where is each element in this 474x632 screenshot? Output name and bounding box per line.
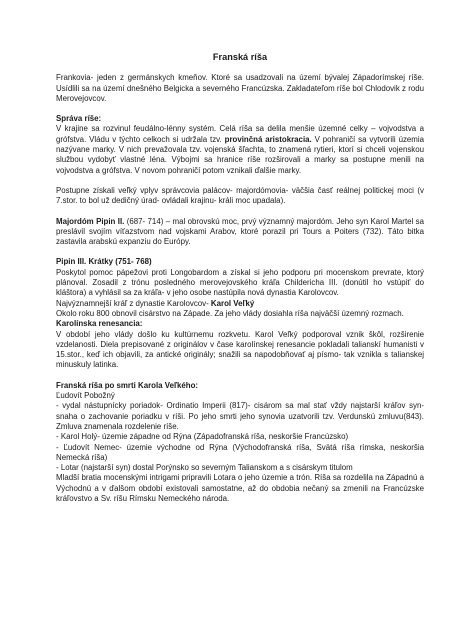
karol-paragraph: Okolo roku 800 obnovil cisárstvo na Západe. Za jeho vlády dosiahla ríša najväčší územný rozmach. bbox=[56, 308, 404, 318]
sprava-paragraph bbox=[56, 124, 424, 175]
karol-prefix: Najvýznamnejší kráľ z dynastie Karolovcov- bbox=[56, 298, 211, 308]
renesancia-paragraph: V období jeho vlády došlo ku kultúrnemu rozkvetu. Karol Veľký podporoval vznik škôl, rozširenie vzdelanosti. Diela prepisované z originálov v čase karolínskej renesancie pokladali talianskí humanisti v 15.stor., keď ich objavili, za antické originály; snažili sa napodobňovať aj písmo- tak vznikla s talianskej minuskuly latinka. bbox=[56, 329, 424, 370]
list-item: - Karol Holý- územie západne od Rýna (Západofranská ríša, neskoršie Francúzsko) bbox=[56, 432, 349, 442]
karol-bold: Karol Veľký bbox=[210, 298, 255, 308]
list-item: - Lotar (najstarší syn) dostal Porýnsko so severným Talianskom a s cisárskym titulom bbox=[56, 463, 353, 473]
page-title: Franská ríša bbox=[212, 52, 268, 62]
intro-paragraph: Frankovia- jeden z germánskych kmeňov. Ktoré sa usadzovali na území bývalej Západorímskej ríše. Usídlili sa na území dnešného Belgicka a severného Francúzska. Zakladateľom ríše bol Chlodovik z rodu Merovejovcov. bbox=[56, 73, 424, 103]
pipin3-paragraph: Poskytol pomoc pápežovi proti Longobardom a získal si jeho podporu pri mocenskom prevrate, ktorý plánoval. Zosadil z trónu posledného merovejovského kráľa Childericha III. (donútil ho vstúpiť do kláštora) a vyhlásil sa za kráľa- v jeho osobe nastúpila nová dynastia Karolovcov. bbox=[56, 267, 424, 298]
karol-line bbox=[56, 299, 424, 309]
sprava-text-a: V krajine sa rozvinul feudálno-lénny systém. Celá ríša sa delila menšie územné celky – vojvodstva a grófstva. Vládu v týchto celkoch si udržala tzv. bbox=[56, 124, 424, 144]
list-item: - Ľudovít Nemec- územie východne od Rýna (Východofranská ríša, Svätá ríša rímska, neskoršia Nemecká ríša) bbox=[56, 442, 424, 462]
sprava-bold-term: provinčná aristokracia. bbox=[224, 134, 312, 144]
ludovit-line: Ľudovít Pobožný bbox=[56, 391, 115, 401]
pipin2-text: (687- 714) – mal obrovskú moc, prvý významný majordóm. Jeho syn Karol Martel sa preslávil svojím víťazstvom nad vojskami Arabov, ktoré porazil pri Tours a Poiters (732). Táto bitka zastavila arabskú expanziu do Európy. bbox=[56, 216, 424, 247]
pipin2-name: Majordóm Pipin II. bbox=[56, 216, 125, 226]
section-heading-pipin3: Pipin III. Krátky (751- 768) bbox=[56, 257, 152, 267]
list-item: - vydal nástupnícky poriadok- Ordinatio Imperii (817)- cisárom sa mal stať vždy najstarší kráľov syn- snaha o zachovanie poriadku v ríši. Po jeho smrti jeho synovia uzatvorili tzv. Verdunskú zmluvu(843). Zmluva znamenala rozdelenie ríše. bbox=[56, 401, 424, 431]
section-heading-po-smrti: Franská ríša po smrti Karola Veľkého: bbox=[56, 380, 199, 390]
section-heading-renesancia: Karolínska renesancia: bbox=[56, 319, 143, 329]
pipin2-paragraph bbox=[56, 217, 424, 248]
majordomovia-paragraph: Postupne získali veľký vplyv správcovia palácov- majordómovia- väčšia časť reálnej politickej moci (v 7.stor. to bol už dedičný úrad- ovládali krajinu- králi moc upadala). bbox=[56, 185, 424, 206]
closing-paragraph: Mladší bratia mocenskými intrigami pripravili Lotara o jeho územie a trón. Ríša sa rozdelila na Západnú a Východnú a v ďalšom období existovali samostatne, až do obdobia nečaný sa zmenili na Francúzske kráľovstvo a Sv. ríšu Rímsku Nemeckého národa. bbox=[56, 473, 424, 503]
sprava-text-b: V pohraničí sa vytvorili územia nazývane marky. V nich prevažovala tzv. vojenská šľachta, to znamená rytieri, ktorí si chceli vojenskou službou vydobyť vlastné léna. Výbojmi sa hranice ríše rozširovali a marky sa postupne menili na vojvodstva a grófstva. V novom pohraničí potom vznikali ďalšie marky. bbox=[56, 134, 425, 175]
section-heading-sprava: Správa ríše: bbox=[56, 114, 102, 124]
